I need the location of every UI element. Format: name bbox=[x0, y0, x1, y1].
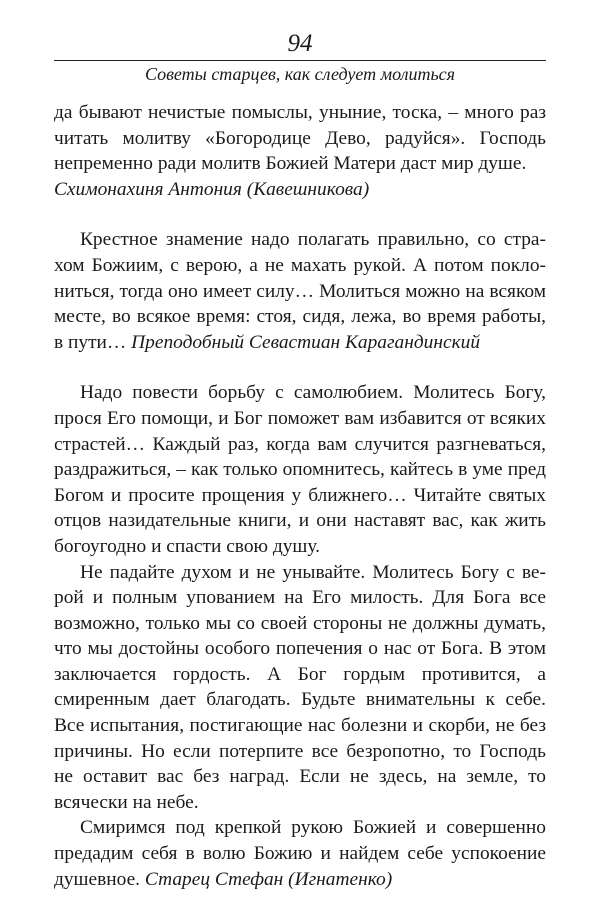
header-rule bbox=[54, 60, 546, 61]
paragraph-text: Надо повести борьбу с самолюбием. Молитесь Богу, прося Его помощи, и Бог поможет вам избавится от всяких страстей… Каждый раз, когда вам случится разгневаться, раздражиться, – как только опомнитесь, кайтесь в уме пред Богом и просите прощения у ближнего… Читайте святых отцов назидательные книги, и они наставят вас, как жить богоугодно и спасти свою душу. bbox=[54, 382, 546, 557]
attribution: Старец Стефан (Игнатенко) bbox=[144, 868, 393, 890]
paragraph bbox=[54, 100, 546, 177]
paragraph bbox=[54, 560, 546, 816]
running-title: Советы старцев, как следует молиться bbox=[144, 64, 456, 84]
paragraph bbox=[54, 815, 546, 892]
paragraph-text: да бывают нечистые помыслы, уныние, тоска, – много раз читать молитву «Богородице Дево, радуйся». Господь непременно ради молитв Божией Матери даст мир душе. bbox=[54, 102, 546, 175]
paragraph bbox=[54, 227, 546, 355]
page-body bbox=[54, 100, 546, 892]
paragraph-text: Смиримся под крепкой рукою Божией и совершенно предадим себя в волю Божию и найдем себе успокоение душевное. bbox=[54, 817, 546, 890]
page-number: 94 bbox=[287, 30, 313, 57]
paragraph-text: Не падайте духом и не унывайте. Молитесь Богу с верой и полным упованием на Его милость. Для Бога все возможно, только мы со своей стороны не должны думать, что мы достойны особого попечения о нас от Бога. В этом заключается гордость. А Бог гордым противится, а смиренным дает благодать. Будьте внимательны к себе. Все испытания, постигающие нас болезни и скорби, не без причины. Но если потерпите все безропотно, то Господь не оставит вас без наград. Если не здесь, на земле, то всячески на небе. bbox=[54, 561, 546, 813]
paragraph bbox=[54, 380, 546, 559]
attribution-line bbox=[54, 177, 546, 203]
paragraph-text: Крестное знамение надо полагать правильно, со страхом Божиим, с верою, а не махать рукой. А потом поклониться, тогда оно имеет силу… Молиться можно на всяком месте, во всякое время: стоя, сидя, лежа, во время работы, в пути… bbox=[54, 229, 546, 353]
attribution: Преподобный Севастиан Карагандинский bbox=[131, 331, 481, 353]
attribution: Схимонахиня Антония (Кавешникова) bbox=[54, 178, 370, 200]
